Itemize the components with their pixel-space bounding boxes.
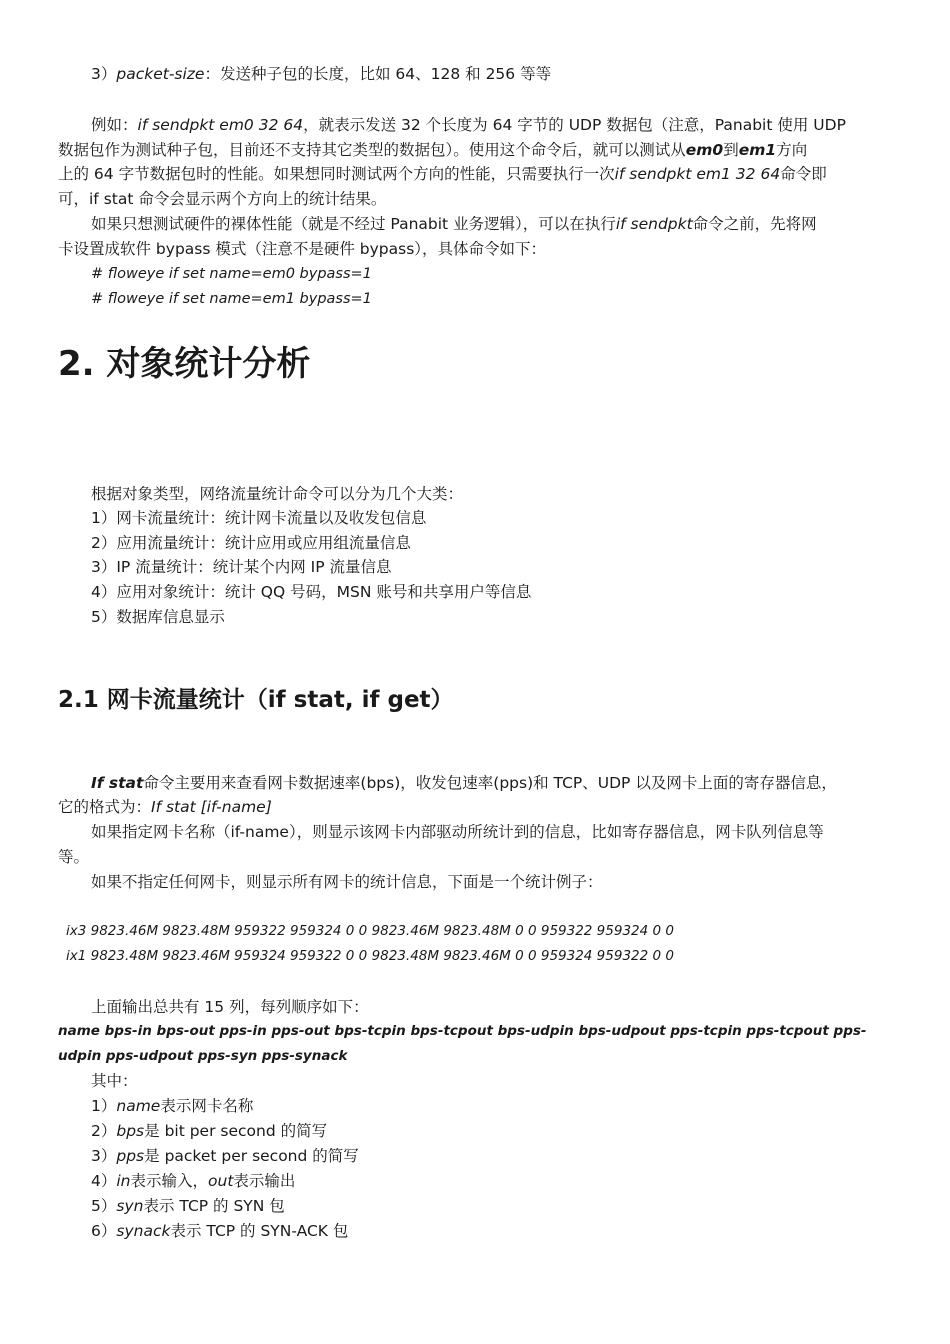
category-item: 2）应用流量统计：统计应用或应用组流量信息 <box>91 534 411 552</box>
definition-item: 4）in表示输入，out表示输出 <box>91 1172 296 1190</box>
list-item-packet-size: 3）packet-size：发送种子包的长度，比如 64、128 和 256 等等 <box>91 65 552 83</box>
category-item: 4）应用对象统计：统计 QQ 号码，MSN 账号和共享用户等信息 <box>91 583 532 601</box>
ifstat-para-line-1: If stat命令主要用来查看网卡数据速率(bps)，收发包速率(pps)和 TCP、UDP 以及网卡上面的寄存器信息， <box>91 774 837 792</box>
definition-item: 6）synack表示 TCP 的 SYN-ACK 包 <box>91 1222 349 1240</box>
example-line-4: 可，if stat 命令会显示两个方向上的统计结果。 <box>58 190 387 208</box>
section-heading-2-1: 2.1 网卡流量统计（if stat, if get） <box>58 687 454 713</box>
columns-intro: 上面输出总共有 15 列，每列顺序如下： <box>91 998 369 1016</box>
bypass-line-1: 如果只想测试硬件的裸体性能（就是不经过 Panabit 业务逻辑），可以在执行if sendpkt命令之前，先将网 <box>91 215 817 233</box>
definition-item: 2）bps是 bit per second 的简写 <box>91 1122 328 1140</box>
stat-output-row: ix1 9823.48M 9823.46M 959324 959322 0 0 9823.48M 9823.46M 0 0 959324 959322 0 0 <box>66 948 674 964</box>
example-line-3: 上的 64 字节数据包时的性能。如果想同时测试两个方向的性能，只需要执行一次if sendpkt em1 32 64命令即 <box>58 165 827 183</box>
stat-output-row: ix3 9823.46M 9823.48M 959322 959324 0 0 9823.46M 9823.48M 0 0 959322 959324 0 0 <box>66 923 674 939</box>
definition-item: 3）pps是 packet per second 的简写 <box>91 1147 359 1165</box>
all-if-para: 如果不指定任何网卡，则显示所有网卡的统计信息，下面是一个统计例子： <box>91 873 603 891</box>
category-item: 3）IP 流量统计：统计某个内网 IP 流量信息 <box>91 558 392 576</box>
command-em0: # floweye if set name=em0 bypass=1 <box>91 266 372 282</box>
category-item: 5）数据库信息显示 <box>91 608 225 626</box>
ifname-para-line-1: 如果指定网卡名称（if-name），则显示该网卡内部驱动所统计到的信息，比如寄存器信息，网卡队列信息等 <box>91 823 824 841</box>
section2-intro: 根据对象类型，网络流量统计命令可以分为几个大类： <box>91 485 464 503</box>
among-label: 其中： <box>91 1072 138 1090</box>
category-item: 1）网卡流量统计：统计网卡流量以及收发包信息 <box>91 509 427 527</box>
definition-item: 5）syn表示 TCP 的 SYN 包 <box>91 1197 285 1215</box>
example-line-2: 数据包作为测试种子包，目前还不支持其它类型的数据包）。使用这个命令后，就可以测试从em0到em1方向 <box>58 141 808 159</box>
example-line-1: 例如：if sendpkt em0 32 64，就表示发送 32 个长度为 64 字节的 UDP 数据包（注意，Panabit 使用 UDP <box>91 116 846 134</box>
bypass-line-2: 卡设置成软件 bypass 模式（注意不是硬件 bypass），具体命令如下： <box>58 240 547 258</box>
column-name-list: name bps-in bps-out pps-in pps-out bps-tcpin bps-tcpout bps-udpin bps-udpout pps-tcpin pps-tcpout pps-udpin pps-udpout pps-syn pps-synack <box>58 1023 867 1064</box>
definition-item: 1）name表示网卡名称 <box>91 1097 254 1115</box>
command-em1: # floweye if set name=em1 bypass=1 <box>91 291 372 307</box>
ifstat-para-line-2: 它的格式为：If stat [if-name] <box>58 798 272 816</box>
section-heading-2: 2. 对象统计分析 <box>58 344 311 384</box>
ifname-para-line-2: 等。 <box>58 848 90 866</box>
